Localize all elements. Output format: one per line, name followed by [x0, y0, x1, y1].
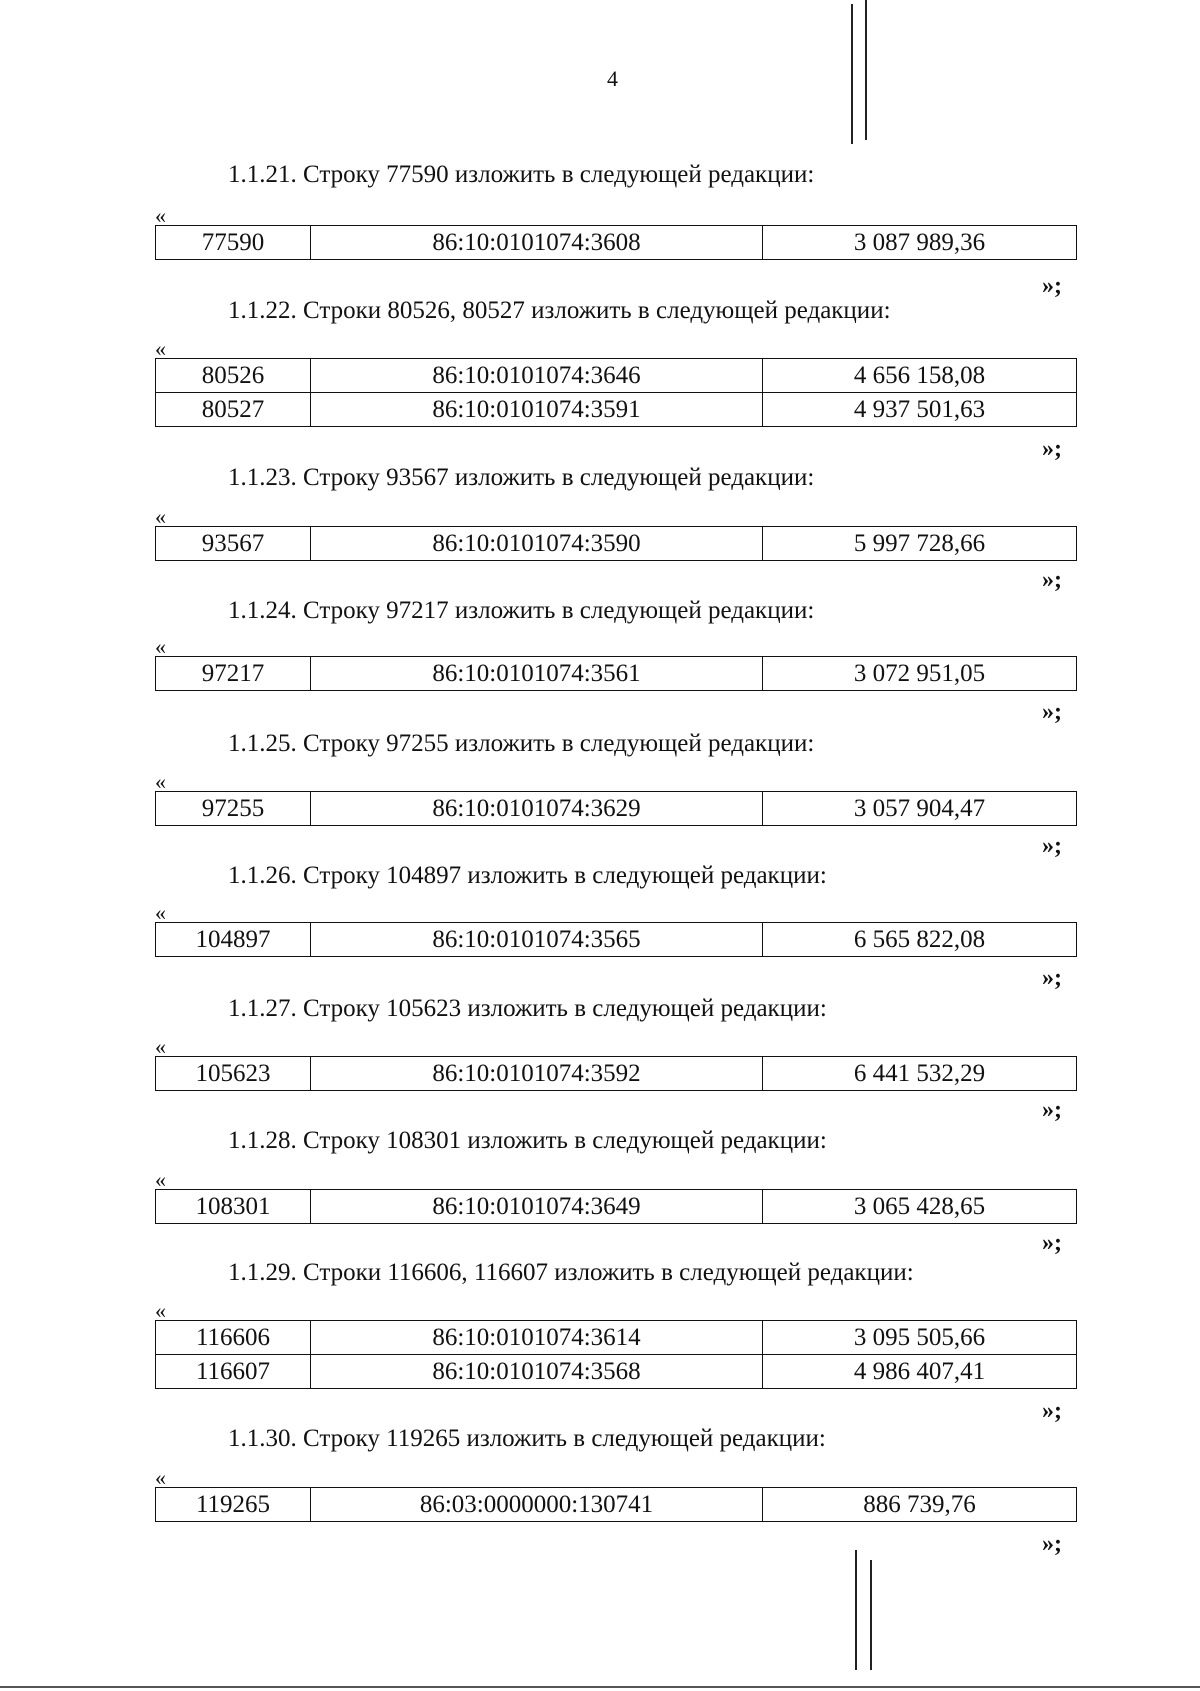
- open-quote: «: [155, 1034, 166, 1059]
- value-cell: 4 937 501,63: [763, 393, 1077, 427]
- value-cell: 4 986 407,41: [763, 1355, 1077, 1389]
- row-number-cell: 108301: [156, 1190, 311, 1224]
- row-number-cell: 97255: [156, 792, 311, 826]
- amendment-heading: 1.1.28. Строку 108301 изложить в следующей редакции:: [228, 1127, 827, 1154]
- cadastral-number-cell: 86:03:0000000:130741: [311, 1488, 763, 1522]
- page-edge-line: [0, 1686, 1200, 1688]
- amendment-table: [155, 1056, 1077, 1091]
- binding-mark: [870, 1560, 872, 1670]
- open-quote: «: [155, 504, 166, 529]
- close-quote: »;: [1042, 1097, 1062, 1123]
- binding-mark: [855, 1550, 857, 1670]
- row-number-cell: 80526: [156, 359, 311, 393]
- row-number-cell: 116606: [156, 1321, 311, 1355]
- row-number-cell: 77590: [156, 226, 311, 260]
- value-cell: 6 565 822,08: [763, 923, 1077, 957]
- row-number-cell: 93567: [156, 527, 311, 561]
- cadastral-number-cell: 86:10:0101074:3646: [311, 359, 763, 393]
- cadastral-number-cell: 86:10:0101074:3568: [311, 1355, 763, 1389]
- table-row: [156, 657, 1077, 691]
- value-cell: 3 095 505,66: [763, 1321, 1077, 1355]
- amendment-heading: 1.1.27. Строку 105623 изложить в следующей редакции:: [228, 995, 827, 1022]
- value-cell: 5 997 728,66: [763, 527, 1077, 561]
- cadastral-number-cell: 86:10:0101074:3565: [311, 923, 763, 957]
- amendment-heading: 1.1.25. Строку 97255 изложить в следующей редакции:: [228, 730, 815, 757]
- value-cell: 4 656 158,08: [763, 359, 1077, 393]
- cadastral-number-cell: 86:10:0101074:3592: [311, 1057, 763, 1091]
- page-number: 4: [607, 66, 618, 91]
- amendment-heading: 1.1.30. Строку 119265 изложить в следующей редакции:: [228, 1425, 826, 1452]
- cadastral-number-cell: 86:10:0101074:3591: [311, 393, 763, 427]
- cadastral-number-cell: 86:10:0101074:3561: [311, 657, 763, 691]
- amendment-table: [155, 1487, 1077, 1522]
- amendment-table: [155, 656, 1077, 691]
- amendment-heading: 1.1.21. Строку 77590 изложить в следующей редакции:: [228, 161, 815, 188]
- amendment-table: [155, 358, 1077, 427]
- row-number-cell: 97217: [156, 657, 311, 691]
- open-quote: «: [155, 203, 166, 228]
- cadastral-number-cell: 86:10:0101074:3629: [311, 792, 763, 826]
- row-number-cell: 119265: [156, 1488, 311, 1522]
- amendment-table: [155, 922, 1077, 957]
- cadastral-number-cell: 86:10:0101074:3590: [311, 527, 763, 561]
- table-row: [156, 1355, 1077, 1389]
- close-quote: »;: [1042, 833, 1062, 859]
- cadastral-number-cell: 86:10:0101074:3649: [311, 1190, 763, 1224]
- close-quote: »;: [1042, 965, 1062, 991]
- open-quote: «: [155, 1465, 166, 1490]
- value-cell: 886 739,76: [763, 1488, 1077, 1522]
- table-row: [156, 1057, 1077, 1091]
- open-quote: «: [155, 900, 166, 925]
- close-quote: »;: [1042, 1230, 1062, 1256]
- table-row: [156, 226, 1077, 260]
- close-quote: »;: [1042, 273, 1062, 299]
- amendment-heading: 1.1.24. Строку 97217 изложить в следующей редакции:: [228, 597, 815, 624]
- table-row: [156, 527, 1077, 561]
- value-cell: 3 087 989,36: [763, 226, 1077, 260]
- table-row: [156, 1190, 1077, 1224]
- row-number-cell: 116607: [156, 1355, 311, 1389]
- cadastral-number-cell: 86:10:0101074:3614: [311, 1321, 763, 1355]
- row-number-cell: 105623: [156, 1057, 311, 1091]
- table-row: [156, 1488, 1077, 1522]
- value-cell: 3 072 951,05: [763, 657, 1077, 691]
- row-number-cell: 104897: [156, 923, 311, 957]
- table-row: [156, 1321, 1077, 1355]
- close-quote: »;: [1042, 699, 1062, 725]
- table-row: [156, 393, 1077, 427]
- close-quote: »;: [1042, 567, 1062, 593]
- amendment-table: [155, 791, 1077, 826]
- open-quote: «: [155, 769, 166, 794]
- amendment-heading: 1.1.29. Строки 116606, 116607 изложить в следующей редакции:: [228, 1259, 914, 1286]
- table-row: [156, 923, 1077, 957]
- close-quote: »;: [1042, 1398, 1062, 1424]
- close-quote: »;: [1042, 1531, 1062, 1557]
- value-cell: 3 057 904,47: [763, 792, 1077, 826]
- close-quote: »;: [1042, 436, 1062, 462]
- cadastral-number-cell: 86:10:0101074:3608: [311, 226, 763, 260]
- value-cell: 6 441 532,29: [763, 1057, 1077, 1091]
- amendment-table: [155, 1189, 1077, 1224]
- amendment-heading: 1.1.26. Строку 104897 изложить в следующей редакции:: [228, 862, 827, 889]
- open-quote: «: [155, 1298, 166, 1323]
- row-number-cell: 80527: [156, 393, 311, 427]
- table-row: [156, 792, 1077, 826]
- amendment-table: [155, 526, 1077, 561]
- binding-mark: [865, 0, 867, 140]
- open-quote: «: [155, 336, 166, 361]
- amendment-heading: 1.1.23. Строку 93567 изложить в следующей редакции:: [228, 464, 815, 491]
- amendment-table: [155, 225, 1077, 260]
- value-cell: 3 065 428,65: [763, 1190, 1077, 1224]
- binding-mark: [851, 4, 853, 144]
- amendment-heading: 1.1.22. Строки 80526, 80527 изложить в следующей редакции:: [228, 297, 891, 324]
- open-quote: «: [155, 1167, 166, 1192]
- open-quote: «: [155, 634, 166, 659]
- table-row: [156, 359, 1077, 393]
- amendment-table: [155, 1320, 1077, 1389]
